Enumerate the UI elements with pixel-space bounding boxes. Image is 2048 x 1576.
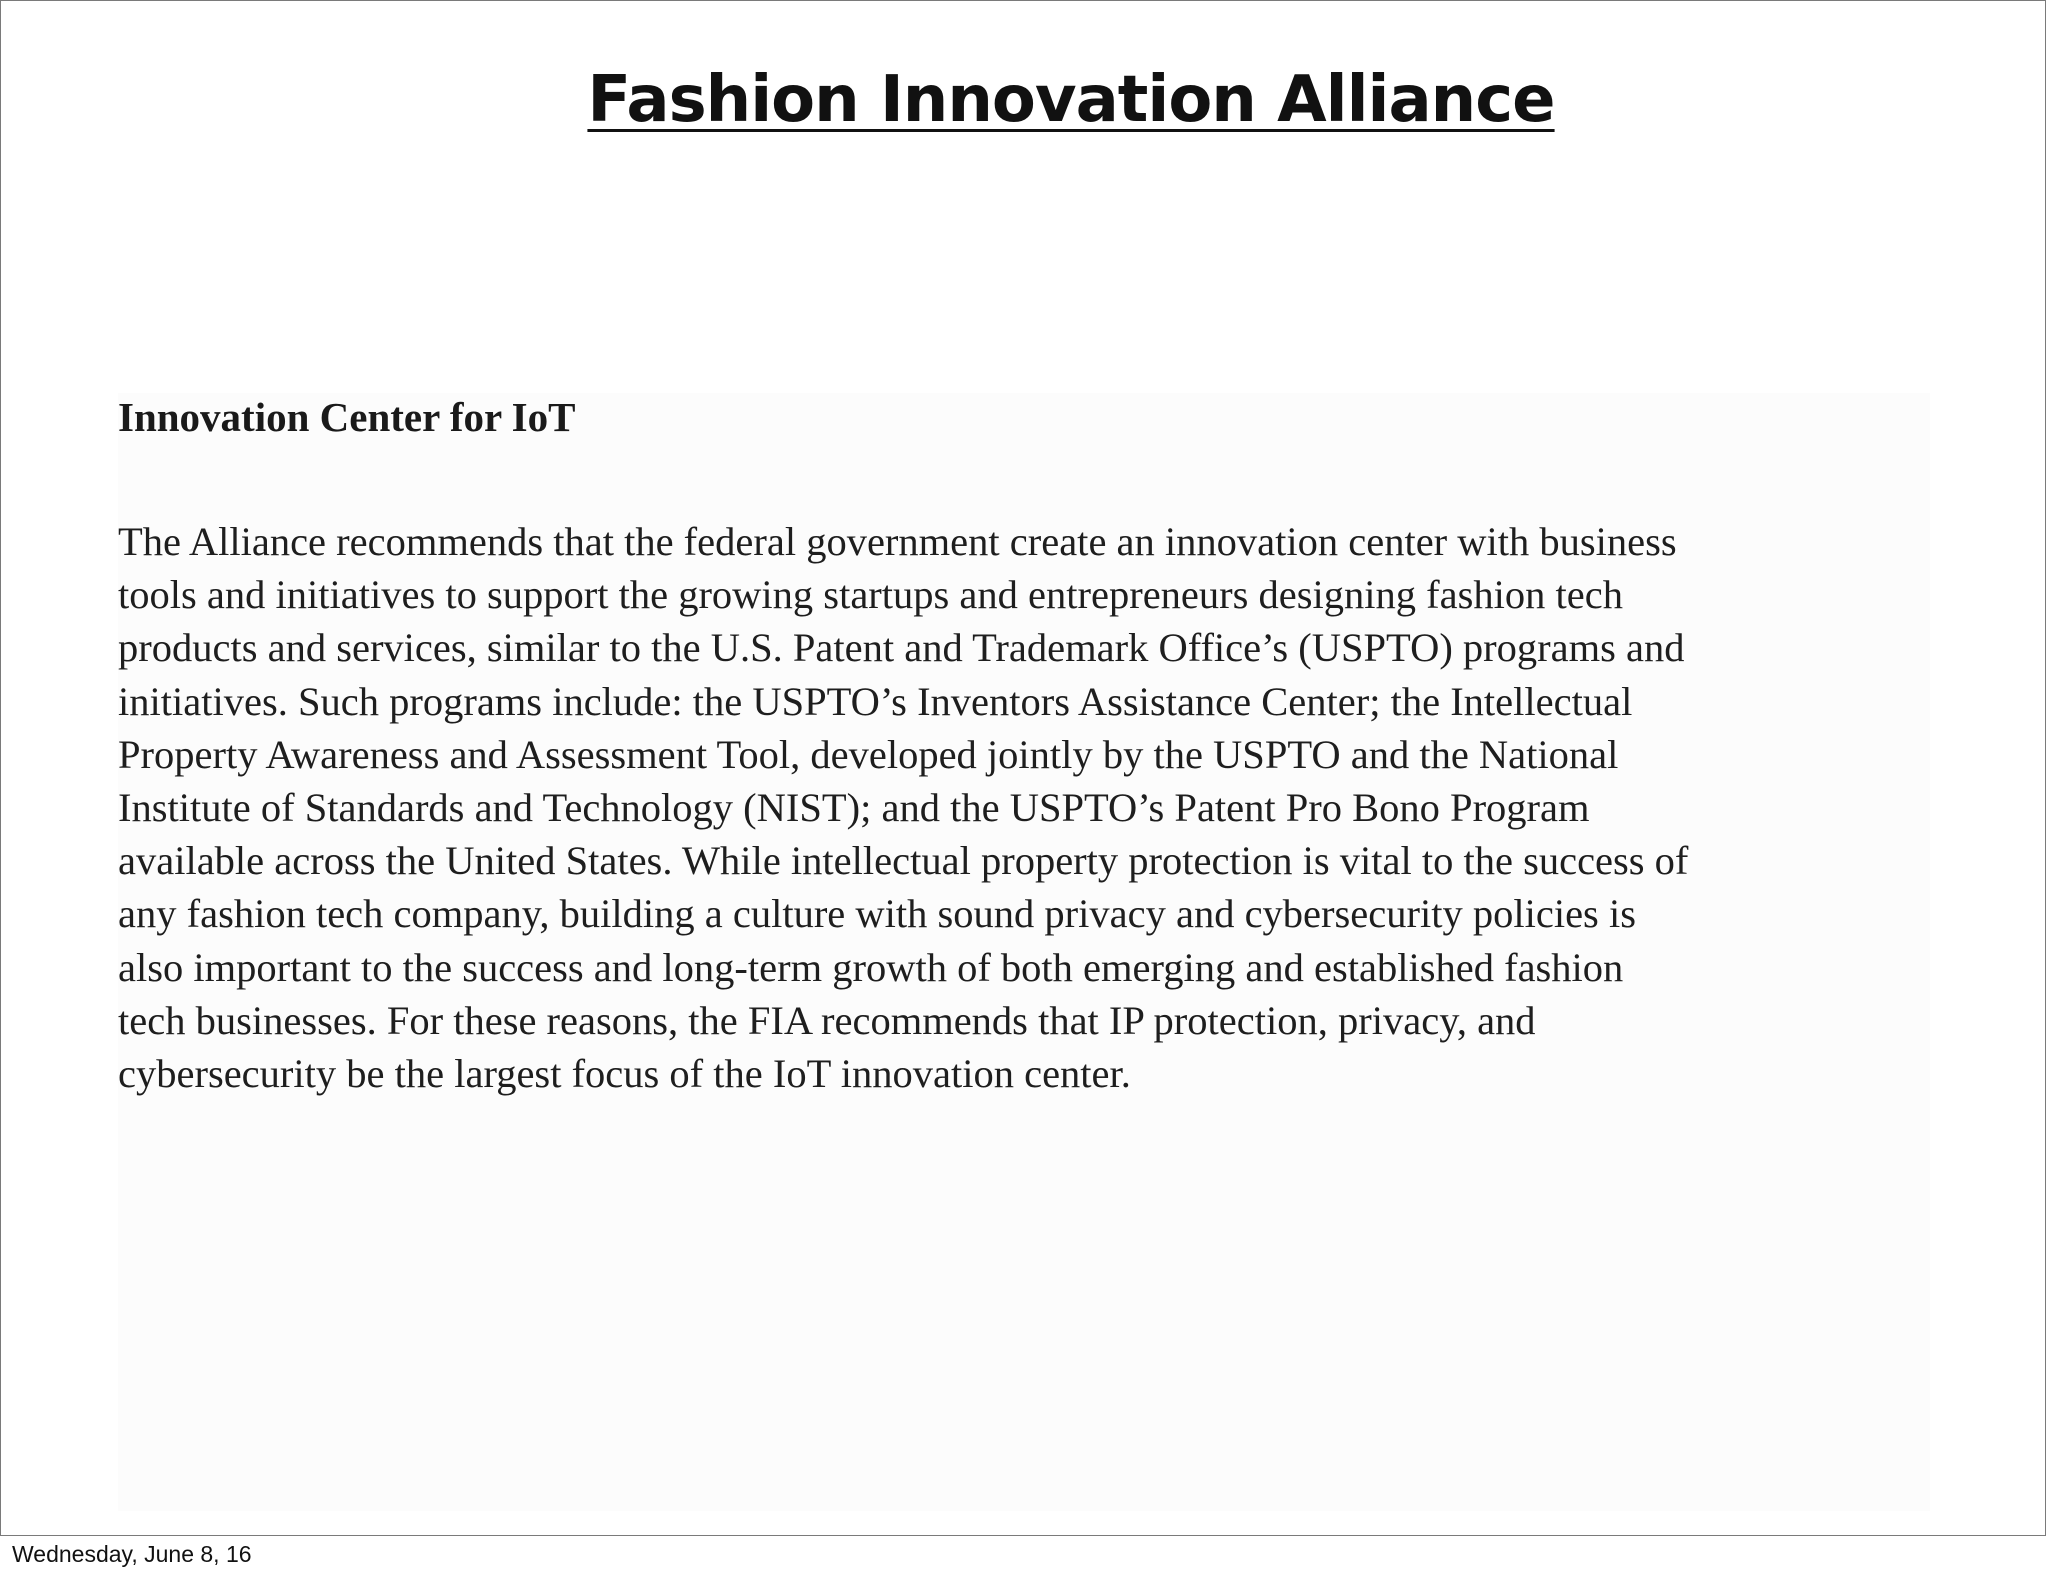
body-line: cybersecurity be the largest focus of the IoT innovation center. xyxy=(118,1051,1131,1097)
slide-title xyxy=(1,63,2045,137)
document-heading: Innovation Center for IoT xyxy=(118,394,576,440)
body-line: initiatives. Such programs include: the USPTO’s Inventors Assistance Center; the Intellectual xyxy=(118,678,1633,724)
document-body xyxy=(118,515,1930,1100)
slide-title-text: Fashion Innovation Alliance xyxy=(587,63,1555,137)
body-line: also important to the success and long-term growth of both emerging and established fashion xyxy=(118,944,1624,990)
document-excerpt xyxy=(118,393,1930,1511)
body-line: The Alliance recommends that the federal government create an innovation center with business xyxy=(118,519,1677,564)
body-line: available across the United States. While intellectual property protection is vital to the success of xyxy=(118,838,1689,884)
body-line: Property Awareness and Assessment Tool, developed jointly by the USPTO and the National xyxy=(118,731,1619,777)
body-line: tools and initiatives to support the growing startups and entrepreneurs designing fashion tech xyxy=(118,572,1623,618)
body-line: any fashion tech company, building a culture with sound privacy and cybersecurity policies is xyxy=(118,891,1636,937)
body-line: Institute of Standards and Technology (NIST); and the USPTO’s Patent Pro Bono Program xyxy=(118,785,1590,831)
footer-date: Wednesday, June 8, 16 xyxy=(12,1541,252,1567)
body-line: tech businesses. For these reasons, the FIA recommends that IP protection, privacy, and xyxy=(118,997,1536,1043)
body-line: products and services, similar to the U.S. Patent and Trademark Office’s (USPTO) programs and xyxy=(118,625,1685,671)
